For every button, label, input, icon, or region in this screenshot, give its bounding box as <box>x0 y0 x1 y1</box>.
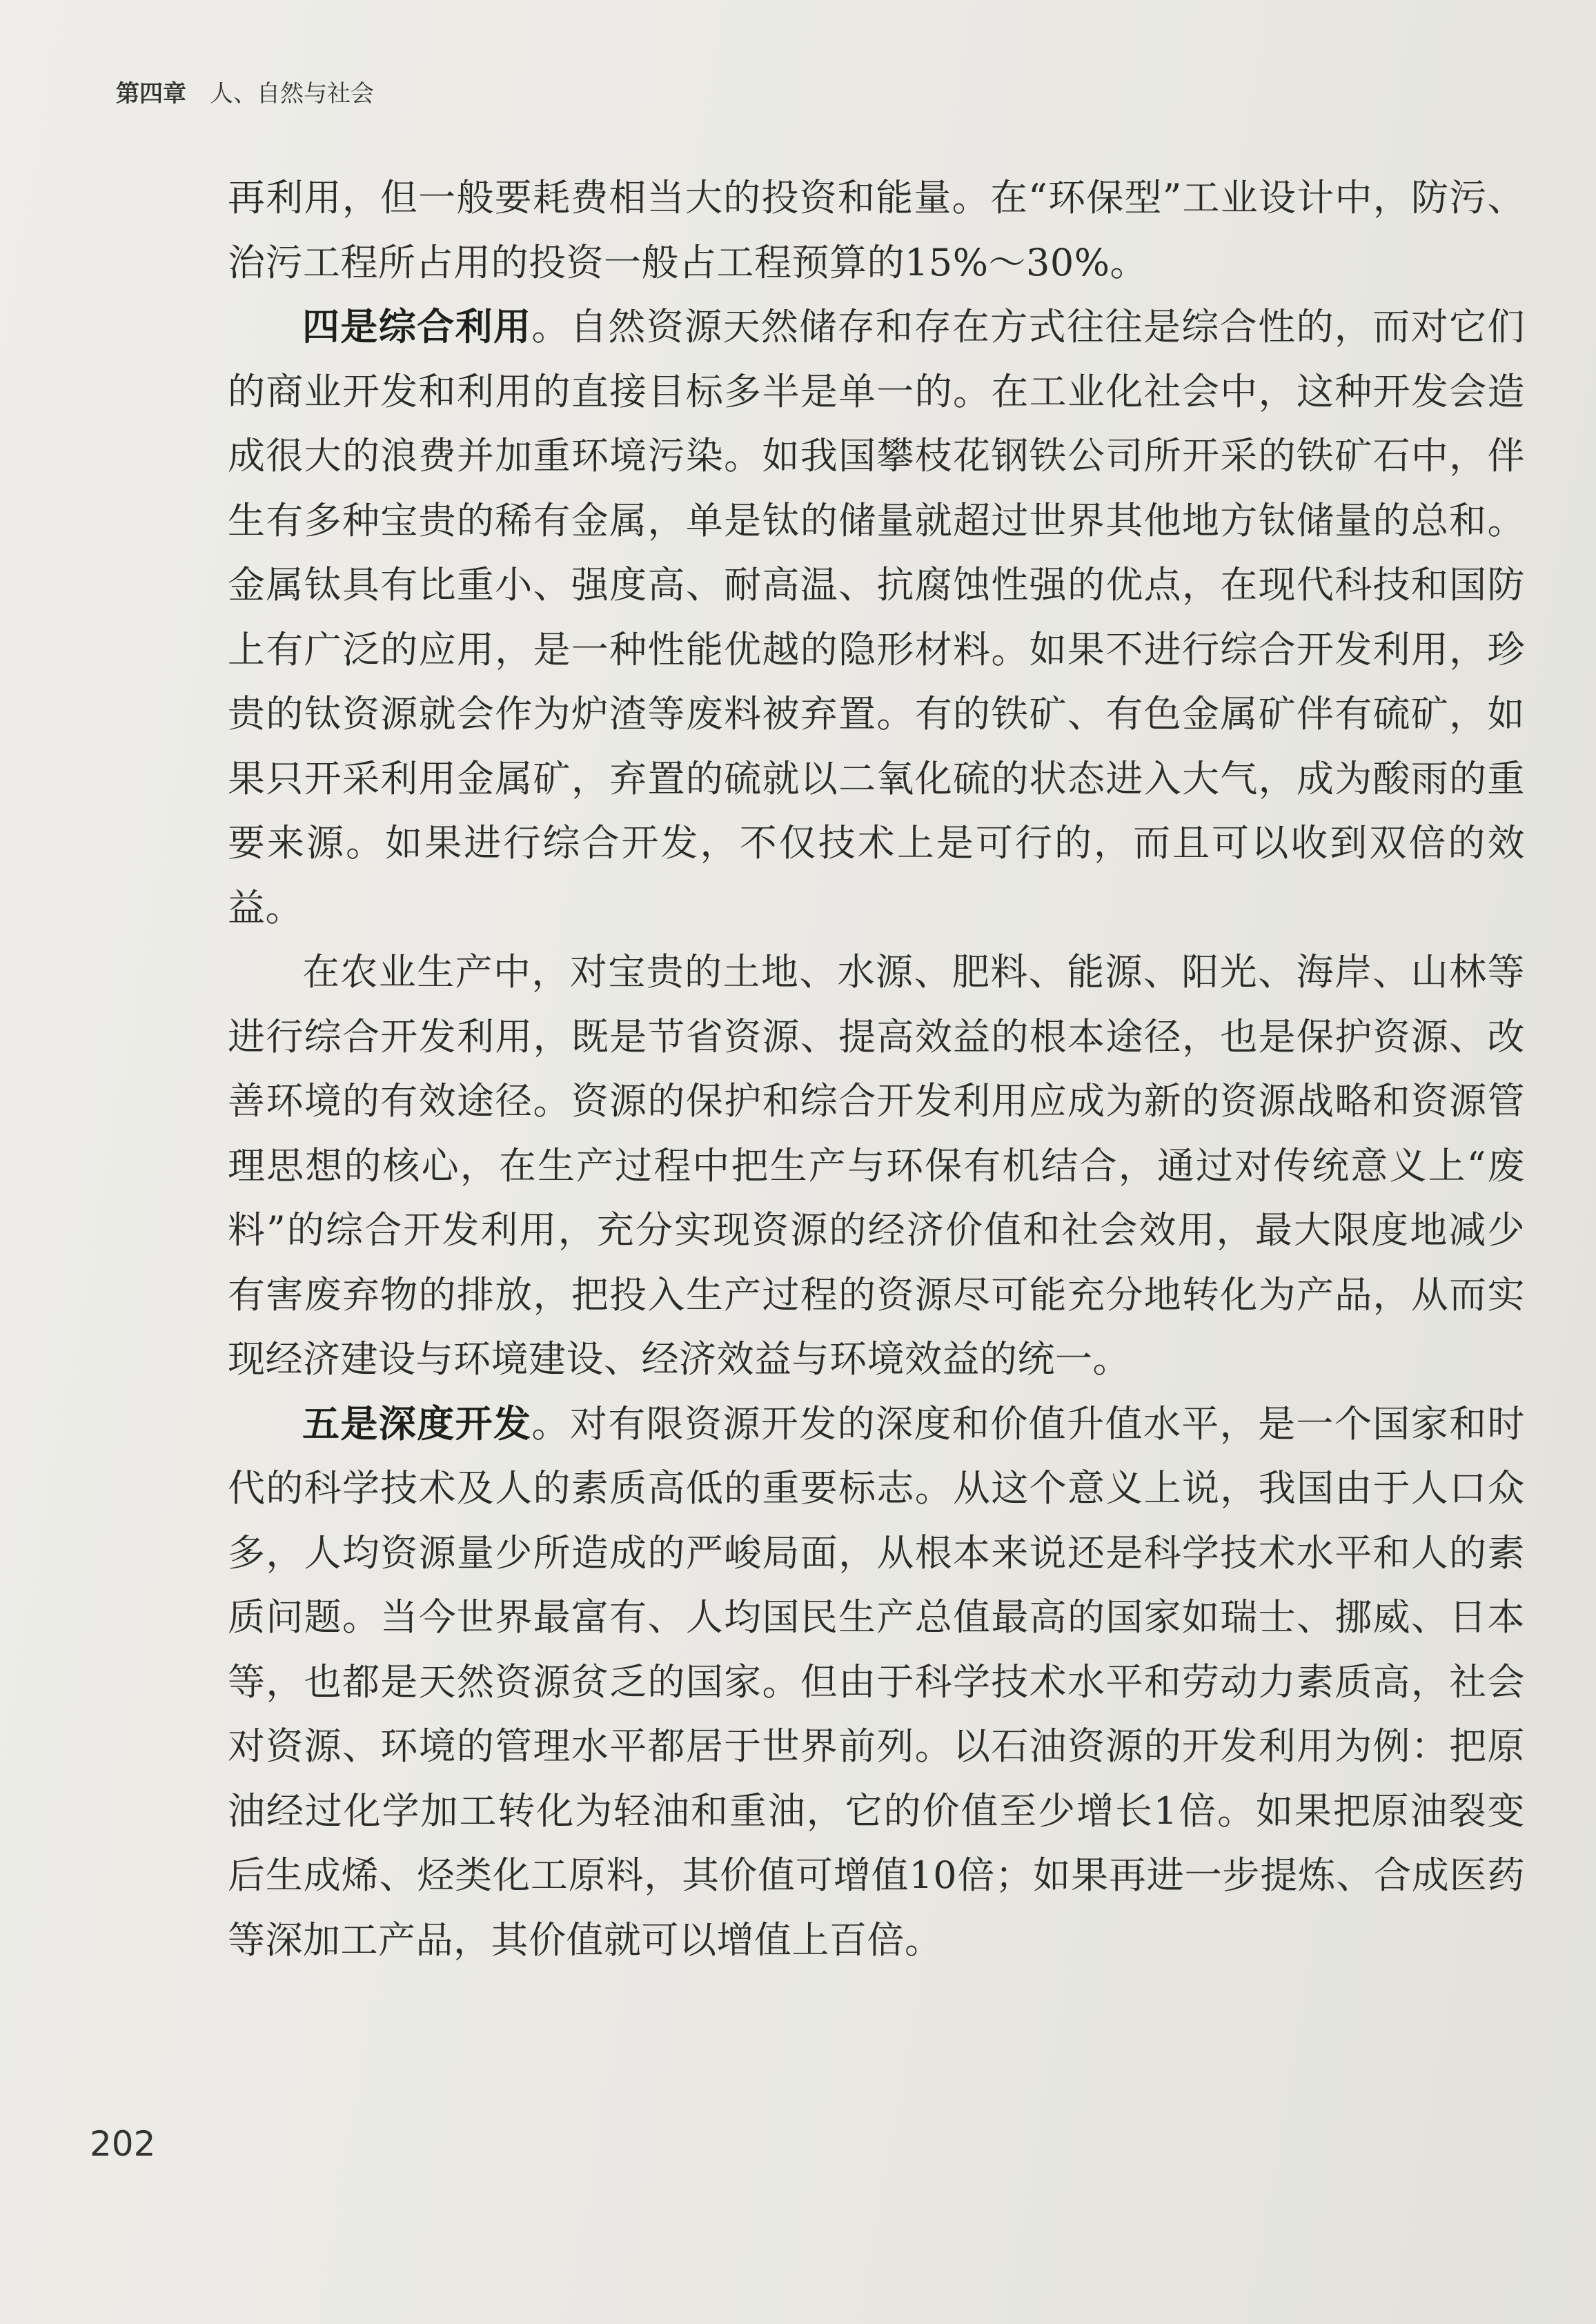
paragraph-4-text: 。对有限资源开发的深度和价值升值水平，是一个国家和时代的科学技术及人的素质高低的重要标志。从这个意义上说，我国由于人口众多，人均资源量少所造成的严峻局面，从根本来说还是科学技术水平和人的素质问题。当今世界最富有、人均国民生产总值最高的国家如瑞士、挪威、日本等，也都是天然资源贫乏的国家。但由于科学技术水平和劳动力素质高，社会对资源、环境的管理水平都居于世界前列。以石油资源的开发利用为例：把原油经过化学加工转化为轻油和重油，它的价值至少增长1倍。如果把原油裂变后生成烯、烃类化工原料，其价值可增值10倍；如果再进一步提炼、合成医药等深加工产品，其价值就可以增值上百倍。 <box>228 1401 1526 1962</box>
paragraph-2-text: 。自然资源天然储存和存在方式往往是综合性的，而对它们的商业开发和利用的直接目标多半是单一的。在工业化社会中，这种开发会造成很大的浪费并加重环境污染。如我国攀枝花钢铁公司所开采的铁矿石中，伴生有多种宝贵的稀有金属，单是钛的储量就超过世界其他地方钛储量的总和。金属钛具有比重小、强度高、耐高温、抗腐蚀性强的优点，在现代科技和国防上有广泛的应用，是一种性能优越的隐形材料。如果不进行综合开发利用，珍贵的钛资源就会作为炉渣等废料被弃置。有的铁矿、有色金属矿伴有硫矿，如果只开采利用金属矿，弃置的硫就以二氧化硫的状态进入大气，成为酸雨的重要来源。如果进行综合开发，不仅技术上是可行的，而且可以收到双倍的效益。 <box>228 305 1526 929</box>
running-header <box>116 75 374 108</box>
paragraph-4 <box>228 1392 1525 1973</box>
chapter-title: 人、自然与社会 <box>210 80 374 108</box>
paragraph-1-text: 再利用，但一般要耗费相当大的投资和能量。在“环保型”工业设计中，防污、治污工程所占用的投资一般占工程预算的15%～30%。 <box>228 176 1525 284</box>
paragraph-1 <box>228 166 1525 295</box>
chapter-label: 第四章 <box>116 80 186 108</box>
body-text <box>228 166 1525 1972</box>
paragraph-2 <box>228 295 1525 940</box>
paragraph-3-text: 在农业生产中，对宝贵的土地、水源、肥料、能源、阳光、海岸、山林等进行综合开发利用，既是节省资源、提高效益的根本途径，也是保护资源、改善环境的有效途径。资源的保护和综合开发利用应成为新的资源战略和资源管理思想的核心，在生产过程中把生产与环保有机结合，通过对传统意义上“废料”的综合开发利用，充分实现资源的经济价值和社会效用，最大限度地减少有害废弃物的排放，把投入生产过程的资源尽可能充分地转化为产品，从而实现经济建设与环境建设、经济效益与环境效益的统一。 <box>228 950 1525 1381</box>
page-number: 202 <box>90 2124 156 2164</box>
paragraph-2-lead: 四是综合利用 <box>302 305 532 348</box>
paragraph-4-lead: 五是深度开发 <box>302 1401 532 1446</box>
paragraph-3 <box>228 940 1525 1392</box>
